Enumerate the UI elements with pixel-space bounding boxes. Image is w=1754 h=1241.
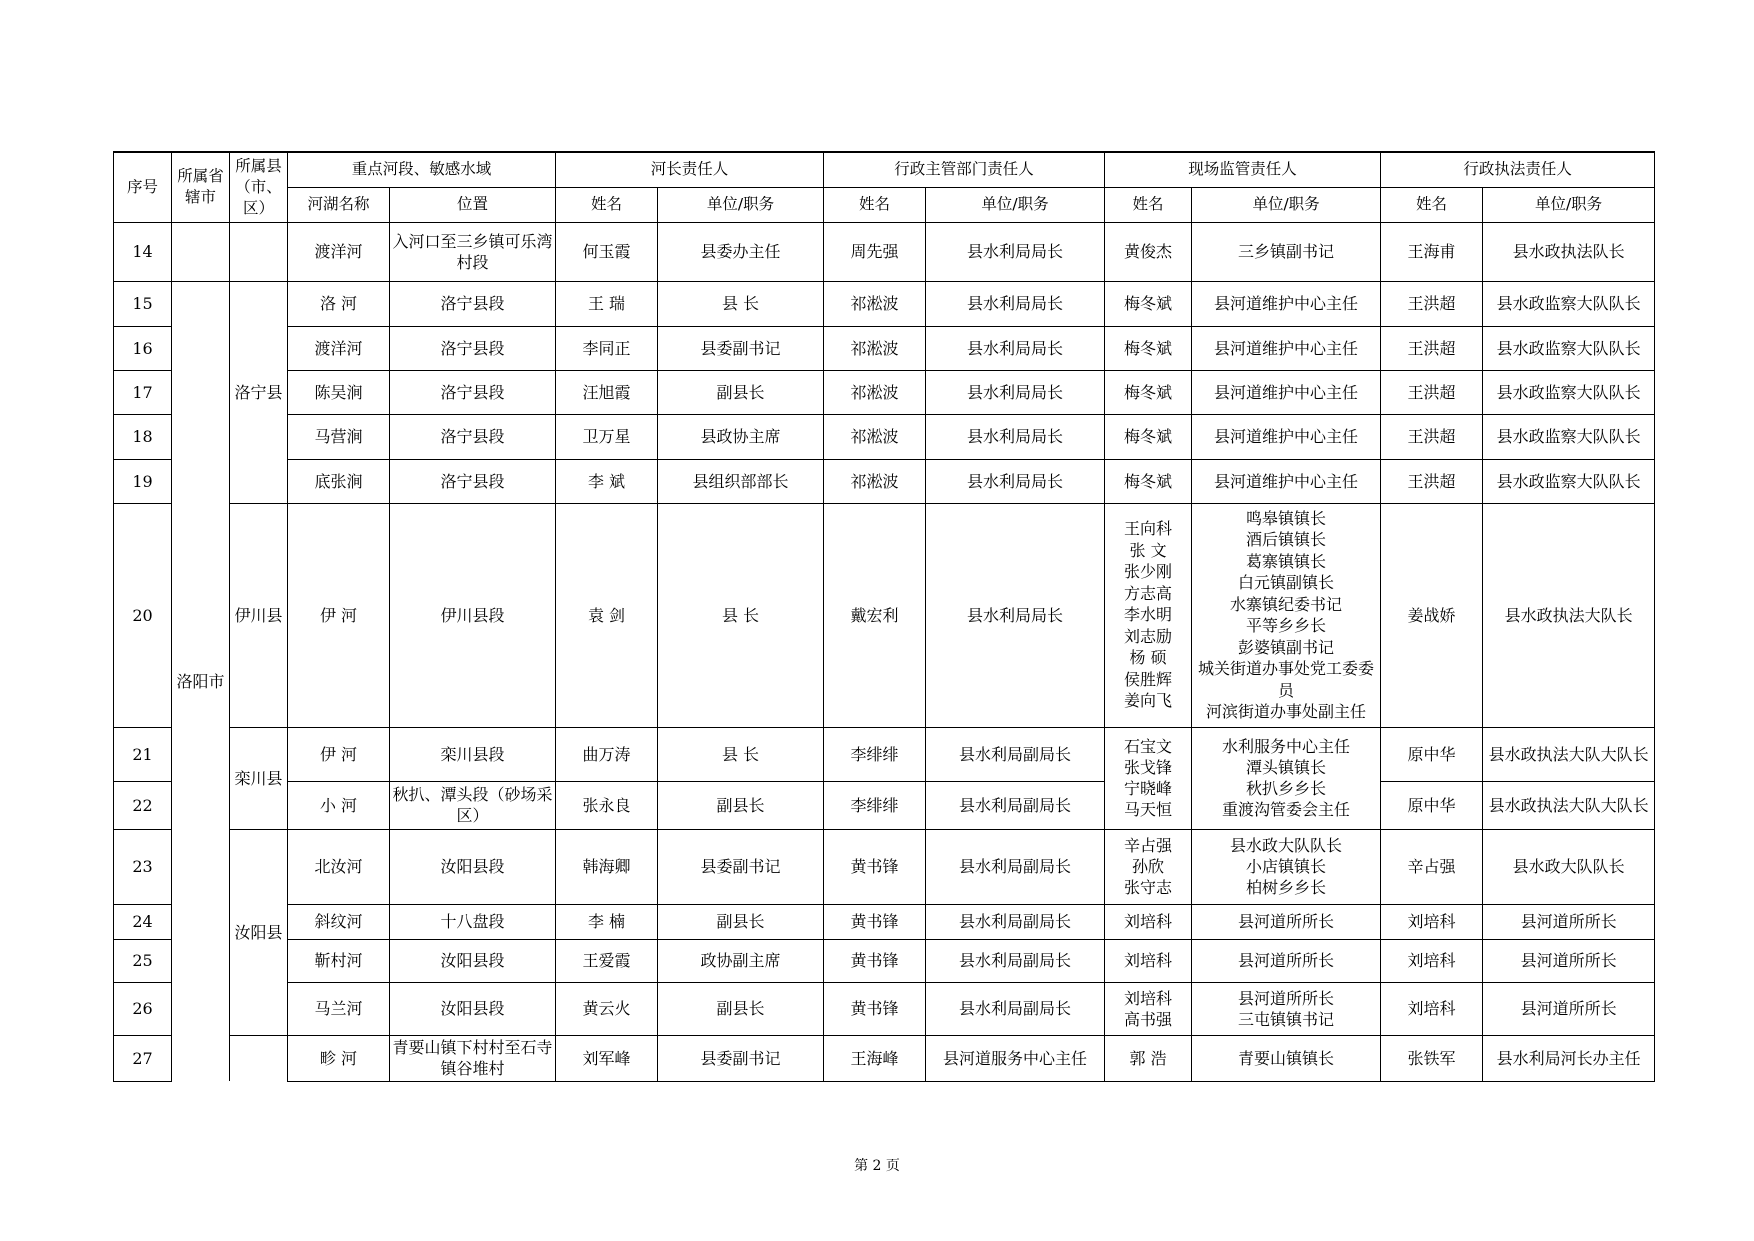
- admin-name-cell: 李绯绯: [824, 781, 926, 829]
- admin-name-cell: 王海峰: [824, 1035, 926, 1081]
- seq-cell: 14: [114, 222, 172, 281]
- enforce-unit-cell: 县水政监察大队队长: [1483, 459, 1655, 503]
- enforce-unit-cell: 县水政大队队长: [1483, 829, 1655, 904]
- enforce-name-cell: 王洪超: [1381, 459, 1483, 503]
- river-name-cell: 伊 河: [288, 727, 390, 781]
- admin-name-cell: 李绯绯: [824, 727, 926, 781]
- monitor-name-cell: 梅冬斌: [1105, 370, 1192, 414]
- table-row: [114, 1035, 1655, 1081]
- river-name-cell: 渡洋河: [288, 326, 390, 370]
- chief-name-cell: 何玉霞: [556, 222, 658, 281]
- enforce-name-cell: 王洪超: [1381, 326, 1483, 370]
- enforce-name-cell: 姜战娇: [1381, 503, 1483, 727]
- enforce-unit-cell: 县水政监察大队队长: [1483, 370, 1655, 414]
- seq-cell: 16: [114, 326, 172, 370]
- county-cell: 洛宁县: [230, 281, 288, 503]
- table-row: [114, 781, 1655, 829]
- seq-cell: 15: [114, 281, 172, 326]
- seq-cell: 18: [114, 414, 172, 459]
- enforce-unit-cell: 县水政监察大队队长: [1483, 414, 1655, 459]
- chief-name-cell: 韩海卿: [556, 829, 658, 904]
- chief-name-cell: 李同正: [556, 326, 658, 370]
- seq-cell: 25: [114, 939, 172, 982]
- chief-unit-cell: 县委副书记: [658, 1035, 824, 1081]
- location-cell: 洛宁县段: [390, 326, 556, 370]
- chief-name-cell: 刘军峰: [556, 1035, 658, 1081]
- enforce-unit-cell: 县河道所所长: [1483, 982, 1655, 1035]
- chief-name-cell: 王 瑞: [556, 281, 658, 326]
- enforce-unit-cell: 县水政监察大队队长: [1483, 326, 1655, 370]
- table-row: [114, 904, 1655, 939]
- admin-unit-cell: 县水利局副局长: [926, 781, 1105, 829]
- table-row: [114, 982, 1655, 1035]
- admin-name-cell: 黄书锋: [824, 939, 926, 982]
- monitor-unit-cell: 县河道所所长: [1192, 939, 1381, 982]
- river-name-cell: 马营涧: [288, 414, 390, 459]
- monitor-unit-cell: 三乡镇副书记: [1192, 222, 1381, 281]
- monitor-name-cell: 郭 浩: [1105, 1035, 1192, 1081]
- enforce-name-cell: 王海甫: [1381, 222, 1483, 281]
- chief-unit-cell: 县 长: [658, 727, 824, 781]
- admin-name-cell: 戴宏利: [824, 503, 926, 727]
- enforce-name-cell: 刘培科: [1381, 982, 1483, 1035]
- header-location: 位置: [390, 187, 556, 222]
- table-row: [114, 414, 1655, 459]
- header-unit: 单位/职务: [1483, 187, 1655, 222]
- enforce-name-cell: 刘培科: [1381, 939, 1483, 982]
- chief-name-cell: 卫万星: [556, 414, 658, 459]
- chief-name-cell: 黄云火: [556, 982, 658, 1035]
- chief-unit-cell: 县委办主任: [658, 222, 824, 281]
- admin-name-cell: 黄书锋: [824, 904, 926, 939]
- river-name-cell: 斜纹河: [288, 904, 390, 939]
- header-county: 所属县（市、区）: [230, 152, 288, 222]
- location-cell: 汝阳县段: [390, 829, 556, 904]
- admin-unit-cell: 县水利局局长: [926, 222, 1105, 281]
- admin-unit-cell: 县水利局局长: [926, 459, 1105, 503]
- seq-cell: 24: [114, 904, 172, 939]
- monitor-unit-cell: 鸣皋镇镇长 酒后镇镇长 葛寨镇镇长 白元镇副镇长 水寨镇纪委书记 平等乡乡长 彭婆镇副书记 城关街道办事处党工委委员 河滨街道办事处副主任: [1192, 503, 1381, 727]
- seq-cell: 23: [114, 829, 172, 904]
- river-name-cell: 伊 河: [288, 503, 390, 727]
- enforce-unit-cell: 县水政监察大队队长: [1483, 281, 1655, 326]
- monitor-unit-cell: 县水政大队队长 小店镇镇长 柏树乡乡长: [1192, 829, 1381, 904]
- river-name-cell: 靳村河: [288, 939, 390, 982]
- county-cell: 汝阳县: [230, 829, 288, 1035]
- chief-unit-cell: 县政协主席: [658, 414, 824, 459]
- admin-unit-cell: 县水利局局长: [926, 414, 1105, 459]
- monitor-name-cell: 刘培科: [1105, 939, 1192, 982]
- table-row: [114, 939, 1655, 982]
- river-name-cell: 陈吴涧: [288, 370, 390, 414]
- table-row: [114, 459, 1655, 503]
- county-cell: 栾川县: [230, 727, 288, 829]
- chief-unit-cell: 县 长: [658, 503, 824, 727]
- enforce-unit-cell: 县水政执法大队大队长: [1483, 727, 1655, 781]
- monitor-name-cell: 梅冬斌: [1105, 414, 1192, 459]
- enforce-name-cell: 王洪超: [1381, 370, 1483, 414]
- table-row: [114, 326, 1655, 370]
- table-row: [114, 829, 1655, 904]
- enforce-name-cell: 刘培科: [1381, 904, 1483, 939]
- chief-unit-cell: 副县长: [658, 982, 824, 1035]
- county-cell: 伊川县: [230, 503, 288, 727]
- header-monitor: 现场监管责任人: [1105, 152, 1381, 187]
- seq-cell: 20: [114, 503, 172, 727]
- monitor-name-cell: 王向科 张 文 张少刚 方志高 李水明 刘志励 杨 硕 侯胜辉 姜向飞: [1105, 503, 1192, 727]
- monitor-unit-cell: 县河道维护中心主任: [1192, 459, 1381, 503]
- city-cell: [172, 222, 230, 281]
- chief-unit-cell: 副县长: [658, 370, 824, 414]
- seq-cell: 19: [114, 459, 172, 503]
- river-chief-table: [113, 151, 1655, 1082]
- header-river-name: 河湖名称: [288, 187, 390, 222]
- admin-name-cell: 周先强: [824, 222, 926, 281]
- table-row: [114, 222, 1655, 281]
- enforce-name-cell: 原中华: [1381, 781, 1483, 829]
- river-name-cell: 洛 河: [288, 281, 390, 326]
- chief-unit-cell: 副县长: [658, 904, 824, 939]
- enforce-unit-cell: 县水利局河长办主任: [1483, 1035, 1655, 1081]
- monitor-name-cell: 黄俊杰: [1105, 222, 1192, 281]
- enforce-name-cell: 王洪超: [1381, 281, 1483, 326]
- chief-name-cell: 张永良: [556, 781, 658, 829]
- enforce-unit-cell: 县水政执法大队大队长: [1483, 781, 1655, 829]
- chief-unit-cell: 县委副书记: [658, 326, 824, 370]
- seq-cell: 22: [114, 781, 172, 829]
- chief-unit-cell: 县委副书记: [658, 829, 824, 904]
- seq-cell: 26: [114, 982, 172, 1035]
- location-cell: 洛宁县段: [390, 459, 556, 503]
- page-number: 第 2 页: [854, 1158, 900, 1174]
- enforce-name-cell: 张铁军: [1381, 1035, 1483, 1081]
- table-body: [114, 222, 1655, 1081]
- admin-name-cell: 祁淞波: [824, 414, 926, 459]
- monitor-name-cell: 辛占强 孙欣 张守志: [1105, 829, 1192, 904]
- monitor-unit-cell: 青要山镇镇长: [1192, 1035, 1381, 1081]
- seq-cell: 21: [114, 727, 172, 781]
- chief-unit-cell: 县组织部部长: [658, 459, 824, 503]
- monitor-unit-cell: 县河道维护中心主任: [1192, 414, 1381, 459]
- table-row: [114, 727, 1655, 781]
- header-name: 姓名: [1105, 187, 1192, 222]
- monitor-unit-cell: 水利服务中心主任 潭头镇镇长 秋扒乡乡长 重渡沟管委会主任: [1192, 727, 1381, 829]
- location-cell: 青要山镇下村村至石寺镇谷堆村: [390, 1035, 556, 1081]
- location-cell: 洛宁县段: [390, 414, 556, 459]
- enforce-unit-cell: 县河道所所长: [1483, 904, 1655, 939]
- table-row: [114, 503, 1655, 727]
- river-name-cell: 马兰河: [288, 982, 390, 1035]
- location-cell: 入河口至三乡镇可乐湾村段: [390, 222, 556, 281]
- enforce-name-cell: 王洪超: [1381, 414, 1483, 459]
- location-cell: 洛宁县段: [390, 370, 556, 414]
- table-row: [114, 370, 1655, 414]
- river-name-cell: 底张涧: [288, 459, 390, 503]
- monitor-name-cell: 刘培科: [1105, 904, 1192, 939]
- chief-unit-cell: 县 长: [658, 281, 824, 326]
- chief-name-cell: 袁 剑: [556, 503, 658, 727]
- enforce-name-cell: 辛占强: [1381, 829, 1483, 904]
- chief-name-cell: 曲万涛: [556, 727, 658, 781]
- monitor-unit-cell: 县河道所所长 三屯镇镇书记: [1192, 982, 1381, 1035]
- monitor-name-cell: 刘培科 高书强: [1105, 982, 1192, 1035]
- chief-name-cell: 李 楠: [556, 904, 658, 939]
- admin-unit-cell: 县水利局副局长: [926, 982, 1105, 1035]
- header-enforce: 行政执法责任人: [1381, 152, 1655, 187]
- admin-unit-cell: 县水利局副局长: [926, 939, 1105, 982]
- monitor-unit-cell: 县河道维护中心主任: [1192, 281, 1381, 326]
- chief-name-cell: 汪旭霞: [556, 370, 658, 414]
- admin-name-cell: 黄书锋: [824, 982, 926, 1035]
- header-city: 所属省辖市: [172, 152, 230, 222]
- chief-name-cell: 王爱霞: [556, 939, 658, 982]
- enforce-unit-cell: 县河道所所长: [1483, 939, 1655, 982]
- header-name: 姓名: [556, 187, 658, 222]
- admin-name-cell: 祁淞波: [824, 326, 926, 370]
- location-cell: 伊川县段: [390, 503, 556, 727]
- seq-cell: 17: [114, 370, 172, 414]
- seq-cell: 27: [114, 1035, 172, 1081]
- header-waters: 重点河段、敏感水域: [288, 152, 556, 187]
- header-seq: 序号: [114, 152, 172, 222]
- admin-unit-cell: 县水利局局长: [926, 281, 1105, 326]
- admin-unit-cell: 县水利局局长: [926, 370, 1105, 414]
- admin-unit-cell: 县水利局副局长: [926, 904, 1105, 939]
- monitor-name-cell: 梅冬斌: [1105, 281, 1192, 326]
- admin-unit-cell: 县水利局局长: [926, 503, 1105, 727]
- river-name-cell: 畛 河: [288, 1035, 390, 1081]
- header-chief: 河长责任人: [556, 152, 824, 187]
- location-cell: 秋扒、潭头段（砂场采区）: [390, 781, 556, 829]
- monitor-unit-cell: 县河道所所长: [1192, 904, 1381, 939]
- monitor-unit-cell: 县河道维护中心主任: [1192, 370, 1381, 414]
- city-cell: 洛阳市: [172, 281, 230, 1081]
- monitor-name-cell: 梅冬斌: [1105, 459, 1192, 503]
- admin-unit-cell: 县河道服务中心主任: [926, 1035, 1105, 1081]
- header-name: 姓名: [1381, 187, 1483, 222]
- monitor-name-cell: 梅冬斌: [1105, 326, 1192, 370]
- location-cell: 汝阳县段: [390, 939, 556, 982]
- table-row: [114, 281, 1655, 326]
- admin-unit-cell: 县水利局局长: [926, 326, 1105, 370]
- county-cell: [230, 222, 288, 281]
- county-cell: [230, 1035, 288, 1081]
- monitor-name-cell: 石宝文 张戈锋 宁晓峰 马天恒: [1105, 727, 1192, 829]
- monitor-unit-cell: 县河道维护中心主任: [1192, 326, 1381, 370]
- admin-unit-cell: 县水利局副局长: [926, 829, 1105, 904]
- enforce-unit-cell: 县水政执法队长: [1483, 222, 1655, 281]
- header-unit: 单位/职务: [926, 187, 1105, 222]
- location-cell: 栾川县段: [390, 727, 556, 781]
- river-name-cell: 北汝河: [288, 829, 390, 904]
- header-name: 姓名: [824, 187, 926, 222]
- river-name-cell: 小 河: [288, 781, 390, 829]
- admin-name-cell: 祁淞波: [824, 281, 926, 326]
- enforce-name-cell: 原中华: [1381, 727, 1483, 781]
- admin-name-cell: 祁淞波: [824, 370, 926, 414]
- chief-unit-cell: 副县长: [658, 781, 824, 829]
- chief-unit-cell: 政协副主席: [658, 939, 824, 982]
- header-unit: 单位/职务: [658, 187, 824, 222]
- location-cell: 洛宁县段: [390, 281, 556, 326]
- admin-name-cell: 黄书锋: [824, 829, 926, 904]
- header-unit: 单位/职务: [1192, 187, 1381, 222]
- admin-unit-cell: 县水利局副局长: [926, 727, 1105, 781]
- location-cell: 汝阳县段: [390, 982, 556, 1035]
- chief-name-cell: 李 斌: [556, 459, 658, 503]
- location-cell: 十八盘段: [390, 904, 556, 939]
- header-admin: 行政主管部门责任人: [824, 152, 1105, 187]
- admin-name-cell: 祁淞波: [824, 459, 926, 503]
- enforce-unit-cell: 县水政执法大队长: [1483, 503, 1655, 727]
- river-name-cell: 渡洋河: [288, 222, 390, 281]
